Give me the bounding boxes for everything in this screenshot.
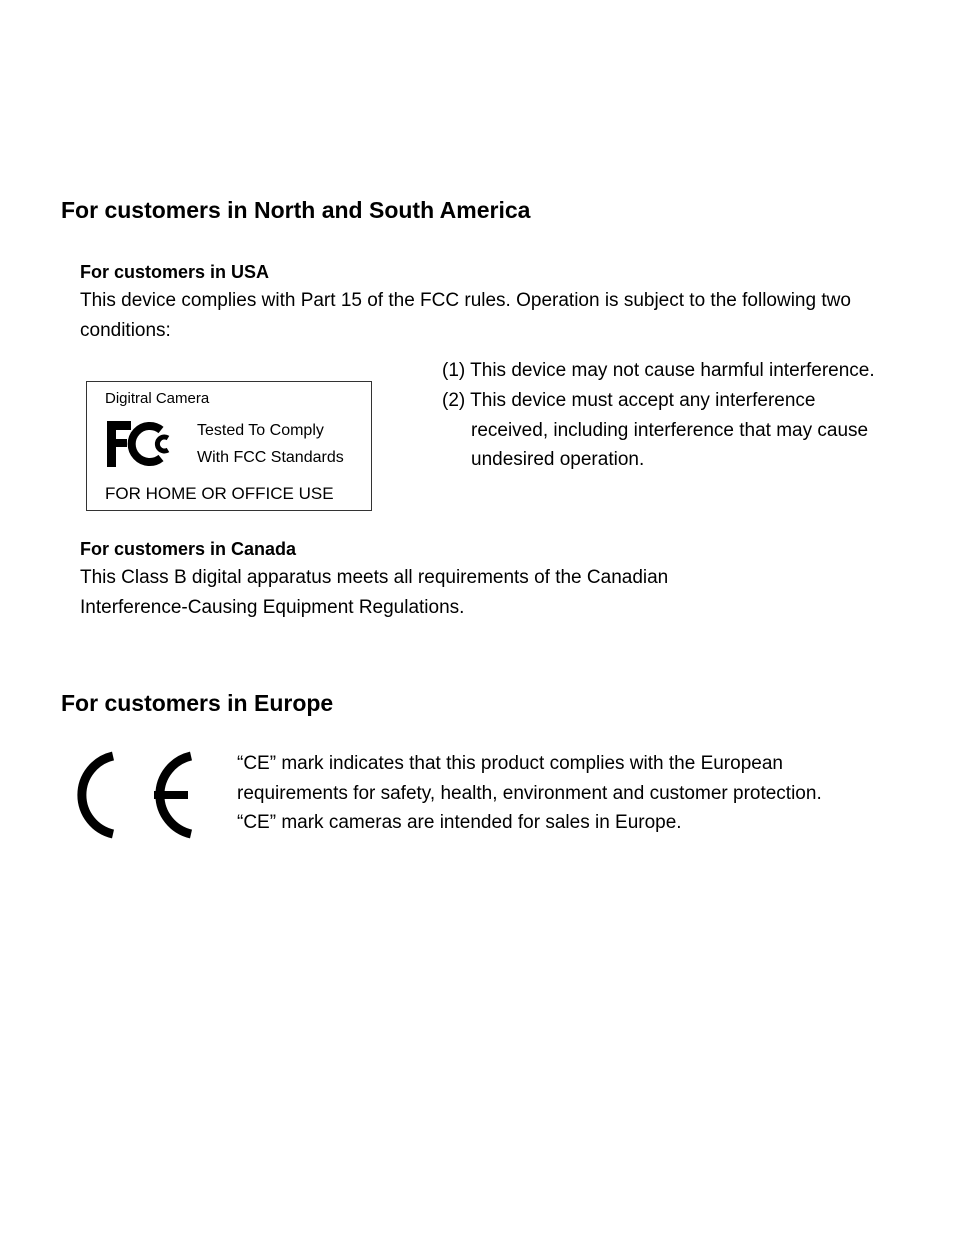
fcc-condition-2-continued: received, including interference that may cause — [471, 420, 869, 441]
europe-paragraph-line: requirements for safety, health, environment and customer protection. — [237, 783, 822, 804]
fcc-compliance-label — [86, 381, 372, 511]
fcc-standards-text: With FCC Standards — [197, 449, 344, 466]
subsection-title-canada: For customers in Canada — [80, 539, 297, 559]
fcc-label-heading: Digitral Camera — [105, 390, 210, 407]
canada-paragraph-line: Interference-Causing Equipment Regulations. — [80, 597, 465, 618]
fcc-tested-text: Tested To Comply — [197, 422, 324, 439]
europe-paragraph-line: “CE” mark indicates that this product complies with the European — [237, 753, 783, 774]
section-title-europe: For customers in Europe — [61, 690, 334, 716]
fcc-condition-2: (2) This device must accept any interference — [442, 390, 816, 411]
usa-paragraph-line: conditions: — [80, 320, 171, 341]
subsection-title-usa: For customers in USA — [80, 262, 270, 282]
fcc-logo-icon — [105, 419, 175, 469]
section-title-americas: For customers in North and South America — [61, 197, 531, 223]
fcc-condition-2-continued: undesired operation. — [471, 449, 645, 470]
usa-paragraph-line: This device complies with Part 15 of the FCC rules. Operation is subject to the following two — [80, 290, 851, 311]
fcc-label-footer: FOR HOME OR OFFICE USE — [105, 484, 334, 503]
ce-mark-icon — [68, 748, 196, 842]
canada-paragraph-line: This Class B digital apparatus meets all requirements of the Canadian — [80, 567, 669, 588]
europe-paragraph-line: “CE” mark cameras are intended for sales in Europe. — [237, 812, 682, 833]
fcc-condition-1: (1) This device may not cause harmful interference. — [442, 360, 875, 381]
